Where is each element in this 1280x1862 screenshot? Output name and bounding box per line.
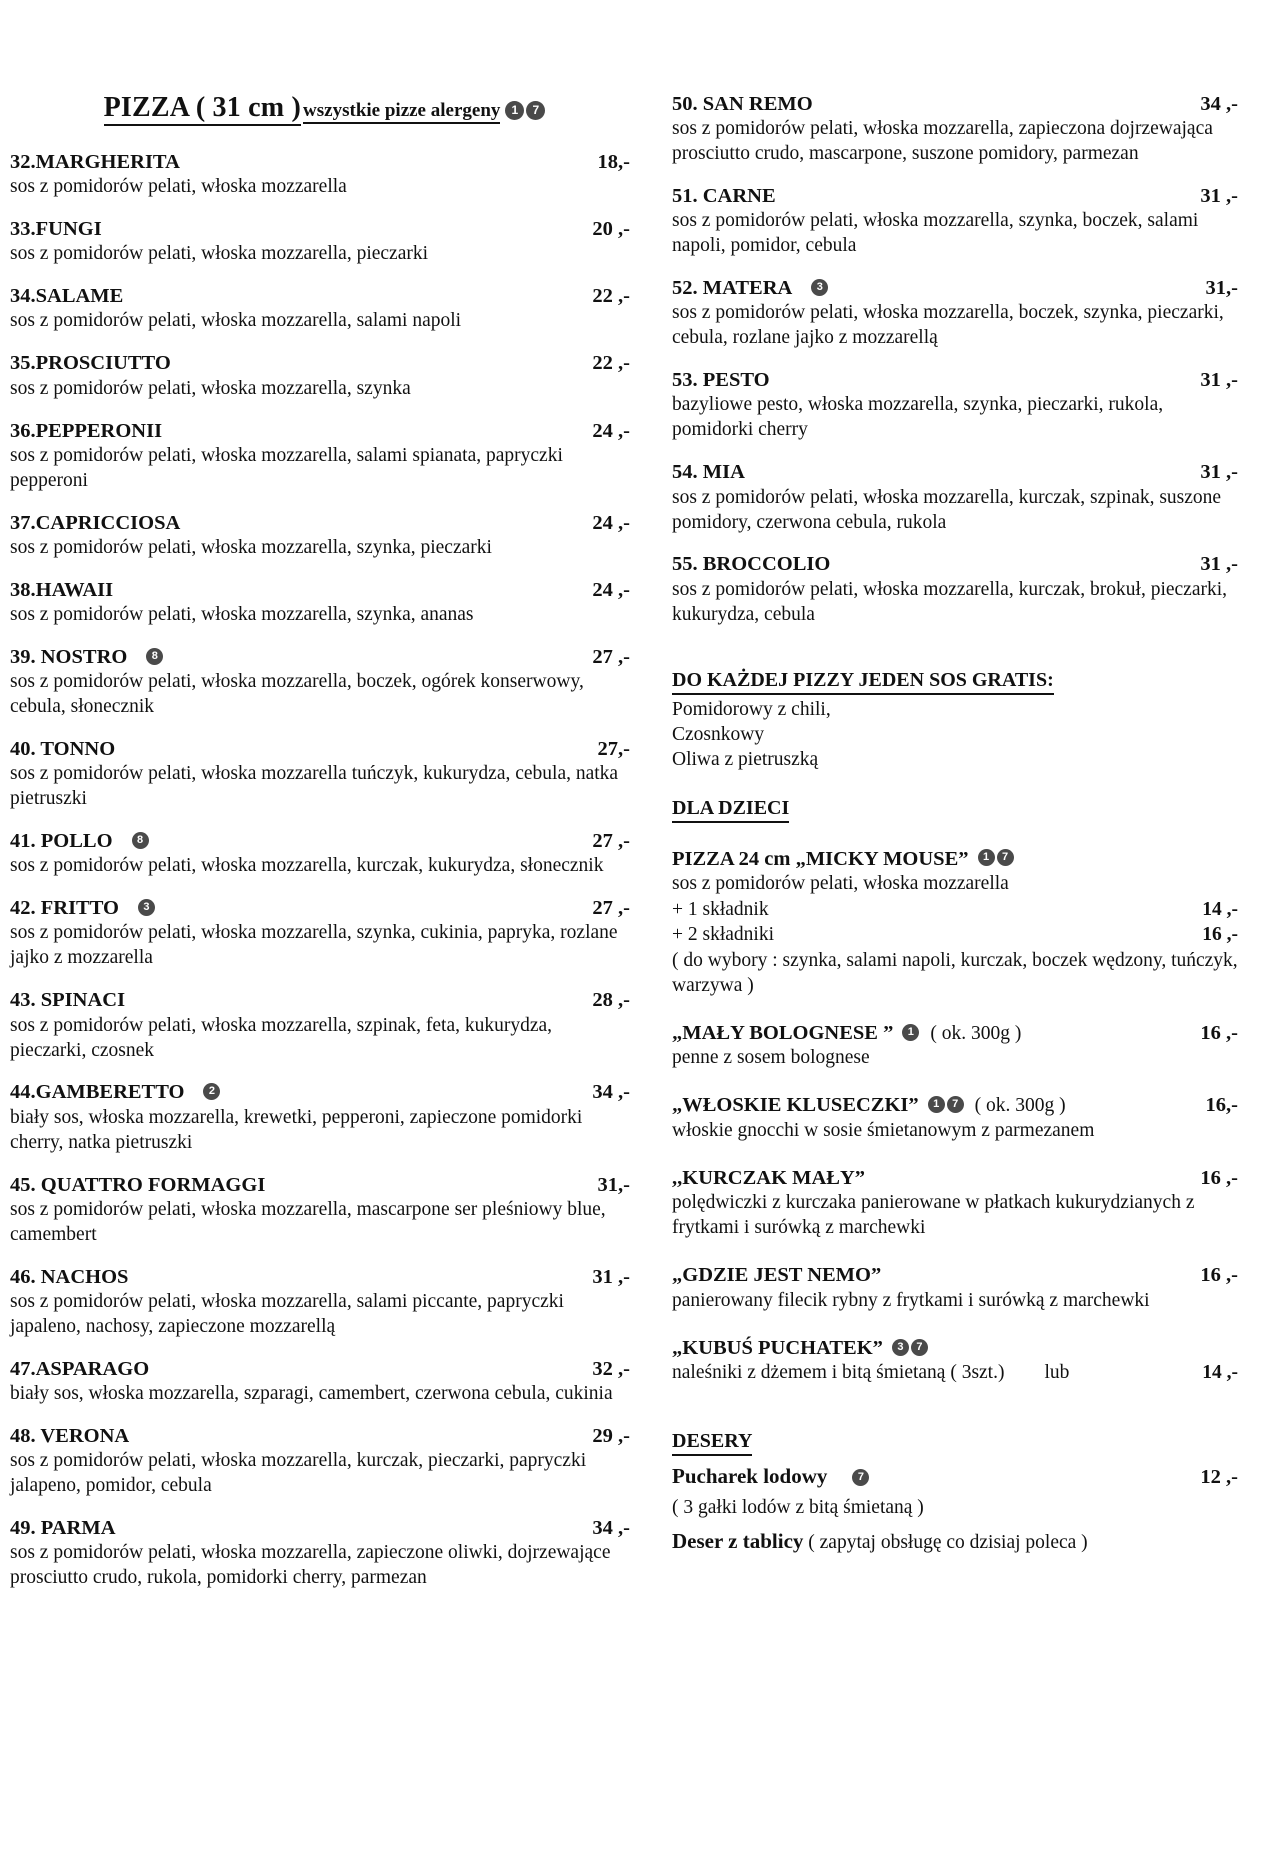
kids-dish-price: 16 ,- (1200, 1264, 1238, 1287)
menu-item-name: 42. FRITTO (10, 897, 119, 920)
desserts-heading: DESERY (672, 1430, 752, 1456)
kids-dish-price: 16 ,- (1200, 1021, 1238, 1044)
menu-item-name: 52. MATERA (672, 277, 793, 300)
kids-pizza-addons (672, 897, 1238, 948)
kids-pizza-addon-label: + 2 składniki (672, 924, 774, 946)
menu-item-head (10, 419, 630, 443)
menu-item-price: 31 ,- (592, 1265, 630, 1288)
menu-item-head (10, 1173, 630, 1197)
kids-dish-note: ( ok. 300g ) (974, 1095, 1066, 1117)
kids-dish (672, 1263, 1238, 1314)
menu-item-description: sos z pomidorów pelati, włoska mozzarella, szynka, ananas (10, 603, 474, 625)
menu-item-description: sos z pomidorów pelati, włoska mozzarella (10, 176, 347, 198)
menu-item (10, 351, 630, 401)
allergen-badge-3: 3 (811, 279, 828, 296)
menu-item-name: 49. PARMA (10, 1516, 116, 1539)
menu-item-description: bazyliowe pesto, włoska mozzarella, szynka, pieczarki, rukola, pomidorki cherry (672, 394, 1164, 441)
kids-dish-head (672, 1021, 1238, 1046)
kids-pizza-name: PIZZA 24 cm „MICKY MOUSE” (672, 847, 969, 870)
menu-item-head (10, 988, 630, 1012)
menu-item-name: 39. NOSTRO (10, 645, 128, 668)
menu-item-price: 18,- (597, 151, 630, 173)
menu-item-description: sos z pomidorów pelati, włoska mozzarella, szynka (10, 377, 411, 399)
menu-item (10, 988, 630, 1063)
menu-item-price: 24 ,- (592, 419, 630, 442)
menu-item-description: sos z pomidorów pelati, włoska mozzarella, boczek, ogórek konserwowy, cebula, słonecznik (10, 671, 584, 718)
menu-item-price: 31 ,- (1200, 185, 1238, 208)
menu-item-head (10, 829, 630, 853)
kids-puchatek-row (672, 1360, 1238, 1385)
menu-item-name: 47.ASPARAGO (10, 1357, 150, 1380)
allergen-badge-1: 1 (978, 849, 995, 866)
dessert-ice-badges (851, 1470, 870, 1488)
kids-dish-note: ( ok. 300g ) (930, 1022, 1022, 1044)
allergen-badge-8: 8 (146, 648, 163, 665)
menu-item-badges (131, 829, 150, 853)
menu-item-head (10, 578, 630, 602)
menu-columns (10, 92, 1238, 1608)
menu-item-description: sos z pomidorów pelati, włoska mozzarella, zapieczone oliwki, dojrzewające prosciutto crudo, rukola, pomidorki cherry, parmezan (10, 1542, 611, 1589)
menu-item (10, 1173, 630, 1248)
menu-item (10, 1080, 630, 1155)
menu-item-price: 24 ,- (592, 511, 630, 534)
menu-item-price: 34 ,- (1200, 93, 1238, 115)
kids-dish-name: ,,KURCZAK MAŁY” (672, 1166, 866, 1189)
menu-item-description: sos z pomidorów pelati, włoska mozzarella, pieczarki (10, 243, 429, 265)
dessert-board-row (672, 1529, 1238, 1554)
menu-item-name: 44.GAMBERETTO (10, 1081, 185, 1104)
menu-item (10, 896, 630, 971)
dessert-ice-name: Pucharek lodowy (672, 1463, 828, 1488)
menu-item-badges (202, 1080, 221, 1104)
allergen-badge-3: 3 (892, 1339, 909, 1356)
menu-item-description: sos z pomidorów pelati, włoska mozzarella, salami piccante, papryczki japaleno, nachosy, zapieczone mozzarellą (10, 1290, 564, 1337)
sauce-item: Pomidorowy z chili, (672, 698, 831, 720)
kids-dish (672, 1166, 1238, 1242)
menu-item (10, 1265, 630, 1340)
kids-pizza-choice: ( do wybory : szynka, salami napoli, kurczak, boczek wędzony, tuńczyk, warzywa ) (672, 949, 1238, 996)
allergen-badge-8: 8 (132, 832, 149, 849)
kids-puchatek-price: 14 ,- (1202, 1362, 1238, 1384)
menu-item (10, 1424, 630, 1499)
menu-item-price: 34 ,- (592, 1081, 630, 1104)
menu-item (10, 511, 630, 561)
kids-puchatek-badges (891, 1336, 929, 1361)
menu-item-name: 33.FUNGI (10, 218, 102, 241)
menu-item-price: 20 ,- (592, 218, 630, 241)
title-allergen-badges (504, 103, 546, 122)
menu-item-name: 40. TONNO (10, 738, 116, 761)
kids-dish-price: 16 ,- (1200, 1166, 1238, 1189)
kids-dish-head (672, 1093, 1238, 1118)
page-title (10, 92, 630, 124)
menu-item-price: 27 ,- (592, 645, 630, 668)
menu-item-name: 55. BROCCOLIO (672, 553, 831, 576)
menu-item (10, 1357, 630, 1407)
kids-pizza-badges (977, 847, 1015, 872)
menu-item-name: 45. QUATTRO FORMAGGI (10, 1173, 266, 1196)
kids-dish-head (672, 1166, 1238, 1191)
kids-dish (672, 1093, 1238, 1144)
kids-puchatek (672, 1336, 1238, 1386)
menu-item-head (672, 368, 1238, 392)
menu-item-head (672, 184, 1238, 208)
kids-puchatek-name: „KUBUŚ PUCHATEK” (672, 1336, 883, 1359)
menu-item (10, 419, 630, 494)
menu-item-badges (137, 896, 156, 920)
kids-section (672, 773, 1238, 1386)
menu-item-price: 27,- (597, 738, 630, 761)
menu-item-price: 22 ,- (592, 352, 630, 375)
menu-item-head (10, 511, 630, 535)
kids-puchatek-lub: lub (1044, 1362, 1070, 1384)
menu-item-name: 35.PROSCIUTTO (10, 352, 171, 375)
menu-item-price: 34 ,- (592, 1516, 630, 1539)
kids-dish-description: włoskie gnocchi w sosie śmietanowym z parmezanem (672, 1119, 1095, 1141)
allergen-badge-7: 7 (526, 101, 545, 120)
menu-item-price: 31,- (1205, 277, 1238, 300)
menu-item (10, 150, 630, 200)
allergen-badge-7: 7 (852, 1469, 869, 1486)
menu-item-name: 50. SAN REMO (672, 93, 813, 115)
menu-item-description: biały sos, włoska mozzarella, krewetki, pepperoni, zapieczone pomidorki cherry, natka pietruszki (10, 1106, 583, 1153)
menu-item-price: 29 ,- (592, 1424, 630, 1447)
menu-item (672, 368, 1238, 443)
kids-dish-head (672, 1263, 1238, 1288)
menu-item-description: biały sos, włoska mozzarella, szparagi, camembert, czerwona cebula, cukinia (10, 1382, 613, 1404)
menu-item (672, 184, 1238, 259)
menu-item-description: sos z pomidorów pelati, włoska mozzarella, zapieczona dojrzewająca prosciutto crudo, mascarpone, suszone pomidory, parmezan (672, 118, 1213, 165)
dessert-ice-row (672, 1464, 1238, 1489)
kids-pizza-head (672, 847, 1238, 872)
menu-item-name: 43. SPINACI (10, 989, 126, 1012)
menu-item-name: 38.HAWAII (10, 578, 114, 601)
section-gap (672, 1386, 1238, 1430)
menu-item-description: sos z pomidorów pelati, włoska mozzarella, boczek, szynka, pieczarki, cebula, rozlane jajko z mozzarellą (672, 302, 1224, 349)
kids-pizza-addon-price: 14 ,- (1202, 899, 1238, 921)
menu-item-price: 31 ,- (1200, 369, 1238, 392)
menu-item-head (10, 150, 630, 174)
sauces-list (672, 697, 1238, 773)
kids-dish-badges (927, 1093, 965, 1118)
kids-dishes (672, 1021, 1238, 1314)
menu-item-price: 27 ,- (592, 897, 630, 920)
menu-item (10, 645, 630, 720)
menu-item-price: 32 ,- (592, 1357, 630, 1380)
menu-item (10, 217, 630, 267)
menu-item-description: sos z pomidorów pelati, włoska mozzarella, kurczak, kukurydza, słonecznik (10, 855, 604, 877)
menu-item-price: 28 ,- (592, 989, 630, 1012)
desserts-section (672, 1430, 1238, 1554)
kids-pizza-addon-row (672, 897, 1238, 922)
kids-dish-description: polędwiczki z kurczaka panierowane w płatkach kukurydzianych z frytkami i surówką z marchewki (672, 1192, 1195, 1239)
menu-item-head (10, 737, 630, 761)
menu-item-description: sos z pomidorów pelati, włoska mozzarella, kurczak, brokuł, pieczarki, kukurydza, cebula (672, 578, 1228, 625)
menu-item-head (10, 1424, 630, 1448)
kids-heading: DLA DZIECI (672, 797, 789, 823)
allergen-badge-1: 1 (928, 1096, 945, 1113)
menu-item-description: sos z pomidorów pelati, włoska mozzarella, szpinak, feta, kukurydza, pieczarki, czosnek (10, 1014, 553, 1061)
allergen-badge-7: 7 (997, 849, 1014, 866)
menu-item-description: sos z pomidorów pelati, włoska mozzarella, szynka, pieczarki (10, 536, 492, 558)
menu-item-description: sos z pomidorów pelati, włoska mozzarella tuńczyk, kukurydza, cebula, natka pietruszki (10, 763, 619, 810)
kids-puchatek-head (672, 1336, 1238, 1361)
menu-item-badges (145, 645, 164, 669)
menu-item-head (10, 1080, 630, 1104)
menu-item-description: sos z pomidorów pelati, włoska mozzarella, szynka, boczek, salami napoli, pomidor, cebula (672, 210, 1199, 257)
allergen-badge-1: 1 (902, 1024, 919, 1041)
menu-item (672, 92, 1238, 167)
dessert-board-name: Deser z tablicy (672, 1528, 804, 1553)
menu-item-name: 54. MIA (672, 461, 745, 484)
kids-pizza-addon-row (672, 922, 1238, 947)
allergen-badge-1: 1 (505, 101, 524, 120)
menu-item-head (10, 217, 630, 241)
menu-item-name: 32.MARGHERITA (10, 151, 180, 173)
menu-item (10, 829, 630, 879)
kids-pizza-desc: sos z pomidorów pelati, włoska mozzarella (672, 873, 1009, 895)
dessert-board-note: ( zapytaj obsługę co dzisiaj poleca ) (808, 1531, 1088, 1553)
kids-dish-name: „GDZIE JEST NEMO” (672, 1264, 882, 1287)
menu-item (672, 276, 1238, 351)
kids-pizza (672, 847, 1238, 999)
pizza-list-left (10, 150, 630, 1591)
menu-item (10, 1516, 630, 1591)
menu-item-name: 36.PEPPERONII (10, 419, 163, 442)
menu-item-price: 31 ,- (1200, 461, 1238, 484)
menu-item-badges (810, 276, 829, 300)
kids-dish-name: „WŁOSKIE KLUSECZKI” (672, 1094, 919, 1117)
menu-item-head (10, 1516, 630, 1540)
kids-pizza-addon-label: + 1 składnik (672, 899, 769, 921)
kids-dish-description: penne z sosem bolognese (672, 1047, 870, 1069)
menu-item (672, 460, 1238, 535)
pizza-list-right (672, 92, 1238, 628)
page-title-main: PIZZA ( 31 cm ) (104, 92, 301, 126)
allergen-badge-2: 2 (203, 1083, 220, 1100)
menu-item-head (10, 1265, 630, 1289)
menu-item-description: sos z pomidorów pelati, włoska mozzarella, mascarpone ser pleśniowy blue, camembert (10, 1198, 606, 1245)
kids-puchatek-desc: naleśniki z dżemem i bitą śmietaną ( 3szt.) (672, 1362, 1005, 1384)
menu-item-price: 31,- (597, 1173, 630, 1196)
menu-item-head (10, 284, 630, 308)
menu-item-description: sos z pomidorów pelati, włoska mozzarella, salami spianata, papryczki pepperoni (10, 444, 563, 491)
sauces-heading: DO KAŻDEJ PIZZY JEDEN SOS GRATIS: (672, 669, 1054, 695)
menu-item-description: sos z pomidorów pelati, włoska mozzarella, salami napoli (10, 310, 462, 332)
menu-item (10, 284, 630, 334)
kids-dish-description: panierowany filecik rybny z frytkami i surówką z marchewki (672, 1289, 1150, 1311)
menu-item-price: 31 ,- (1200, 553, 1238, 576)
right-column (672, 92, 1238, 1554)
kids-dish-name: „MAŁY BOLOGNESE ” (672, 1021, 894, 1044)
allergen-badge-7: 7 (947, 1096, 964, 1113)
menu-item-head (672, 460, 1238, 484)
page-title-sub: wszystkie pizze alergeny (303, 100, 500, 124)
menu-item-head (672, 552, 1238, 576)
menu-item-price: 27 ,- (592, 830, 630, 853)
menu-item (10, 737, 630, 812)
sauce-item: Czosnkowy (672, 723, 765, 745)
menu-item-name: 46. NACHOS (10, 1265, 129, 1288)
kids-dish-price: 16,- (1205, 1094, 1238, 1117)
menu-item-head (10, 645, 630, 669)
menu-item-description: sos z pomidorów pelati, włoska mozzarella, kurczak, pieczarki, papryczki jalapeno, pomidor, cebula (10, 1450, 587, 1497)
menu-item-head (10, 351, 630, 375)
dessert-ice-price: 12 ,- (1200, 1465, 1238, 1488)
menu-item-name: 51. CARNE (672, 185, 776, 208)
kids-dish (672, 1021, 1238, 1072)
menu-item (10, 578, 630, 628)
menu-item-head (10, 1357, 630, 1381)
allergen-badge-3: 3 (138, 899, 155, 916)
menu-item-head (10, 896, 630, 920)
sauces-section (672, 645, 1238, 773)
dessert-ice-note: ( 3 gałki lodów z bitą śmietaną ) (672, 1496, 924, 1518)
menu-item (672, 552, 1238, 627)
sauce-item: Oliwa z pietruszką (672, 749, 819, 771)
menu-item-name: 48. VERONA (10, 1424, 130, 1447)
kids-pizza-addon-price: 16 ,- (1202, 924, 1238, 946)
menu-item-head (672, 92, 1238, 116)
kids-dish-badges (901, 1021, 920, 1046)
left-column (10, 92, 630, 1608)
menu-item-description: sos z pomidorów pelati, włoska mozzarella, szynka, cukinia, papryka, rozlane jajko z mozzarella (10, 922, 618, 969)
menu-item-name: 41. POLLO (10, 830, 113, 853)
menu-item-name: 53. PESTO (672, 369, 770, 392)
menu-item-name: 34.SALAME (10, 285, 124, 308)
menu-item-name: 37.CAPRICCIOSA (10, 511, 181, 534)
menu-item-price: 24 ,- (592, 578, 630, 601)
menu-item-head (672, 276, 1238, 300)
allergen-badge-7: 7 (911, 1339, 928, 1356)
menu-item-description: sos z pomidorów pelati, włoska mozzarella, kurczak, szpinak, suszone pomidory, czerwona cebula, rukola (672, 486, 1222, 533)
menu-item-price: 22 ,- (592, 285, 630, 308)
